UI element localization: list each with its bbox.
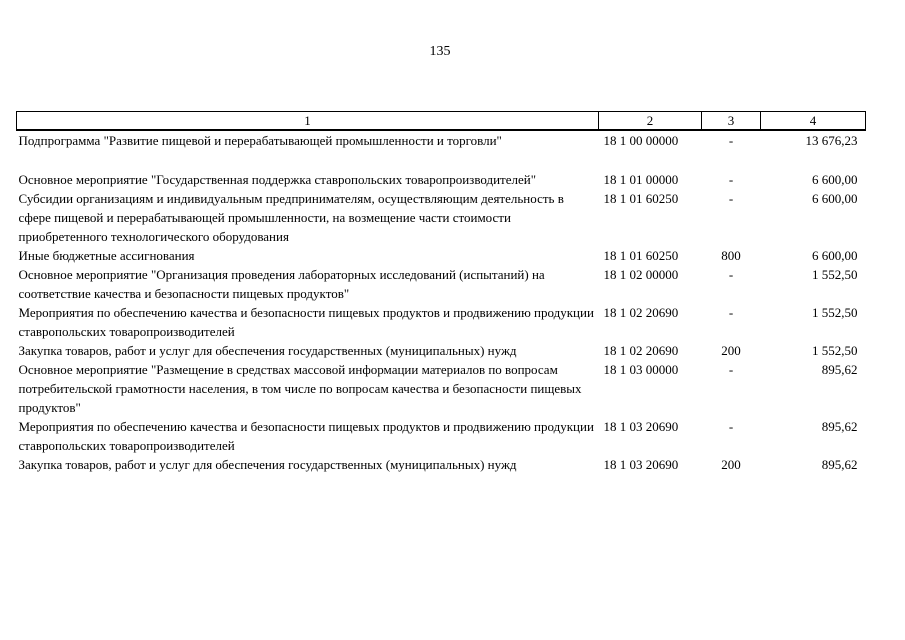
row-amount: 1 552,50	[812, 343, 858, 358]
page-number: 135	[429, 44, 451, 59]
table-row	[17, 170, 866, 189]
row-type: -	[728, 191, 734, 206]
row-type: 800	[721, 248, 741, 263]
row-type: 200	[721, 343, 741, 358]
row-code: 18 1 01 60250	[603, 191, 679, 206]
table-row	[17, 417, 866, 455]
row-amount: 13 676,23	[805, 133, 858, 148]
row-code: 18 1 01 00000	[603, 172, 679, 187]
row-code: 18 1 03 20690	[603, 419, 679, 434]
table-header	[17, 112, 866, 131]
row-type: -	[728, 419, 734, 434]
row-name: Закупка товаров, работ и услуг для обеспечения государственных (муниципальных) нужд	[18, 457, 517, 472]
row-name: Основное мероприятие "Размещение в средствах массовой информации материалов по вопросам потребительской грамотности населения, в том числе по вопросам качества и безопасности пищевых продуктов"	[18, 362, 582, 415]
row-name: Основное мероприятие "Организация проведения лабораторных исследований (испытаний) на соответствие качества и безопасности пищевых продуктов"	[18, 267, 545, 301]
row-code: 18 1 01 60250	[603, 248, 679, 263]
row-code: 18 1 00 00000	[603, 133, 679, 148]
table-row	[17, 265, 866, 303]
row-code: 18 1 02 00000	[603, 267, 679, 282]
budget-table	[16, 111, 866, 474]
row-code: 18 1 03 00000	[603, 362, 679, 377]
table-row	[17, 189, 866, 246]
row-type: -	[728, 172, 734, 187]
row-type: -	[728, 267, 734, 282]
row-type: -	[728, 305, 734, 320]
table-row	[17, 360, 866, 417]
row-type: 200	[721, 457, 741, 472]
row-amount: 895,62	[821, 419, 858, 434]
row-amount: 895,62	[821, 457, 858, 472]
row-code: 18 1 03 20690	[603, 457, 679, 472]
row-amount: 6 600,00	[812, 191, 858, 206]
row-name: Закупка товаров, работ и услуг для обеспечения государственных (муниципальных) нужд	[18, 343, 517, 358]
table-row	[17, 341, 866, 360]
row-amount: 6 600,00	[812, 248, 858, 263]
column-header-1: 1	[17, 112, 599, 131]
column-header-4: 4	[761, 112, 866, 131]
row-amount: 1 552,50	[812, 305, 858, 320]
row-name: Подпрограмма "Развитие пищевой и перерабатывающей промышленности и торговли"	[18, 133, 502, 148]
row-name: Мероприятия по обеспечению качества и безопасности пищевых продуктов и продвижению продукции ставропольских товаропроизводителей	[18, 419, 594, 453]
row-amount: 895,62	[821, 362, 858, 377]
column-header-3: 3	[702, 112, 761, 131]
column-header-2: 2	[599, 112, 702, 131]
table-row	[17, 455, 866, 474]
row-name: Мероприятия по обеспечению качества и безопасности пищевых продуктов и продвижению продукции ставропольских товаропроизводителей	[18, 305, 594, 339]
row-amount: 1 552,50	[812, 267, 858, 282]
row-name: Иные бюджетные ассигнования	[18, 248, 195, 263]
row-code: 18 1 02 20690	[603, 343, 679, 358]
row-type: -	[728, 133, 734, 148]
row-amount: 6 600,00	[812, 172, 858, 187]
row-name: Субсидии организациям и индивидуальным предпринимателям, осуществляющим деятельность в сфере пищевой и перерабатывающей промышленности, на возмещение части стоимости приобретенного технологического оборудования	[18, 191, 564, 244]
table-row	[17, 130, 866, 170]
row-name: Основное мероприятие "Государственная поддержка ставропольских товаропроизводителей"	[18, 172, 537, 187]
row-type: -	[728, 362, 734, 377]
table-row	[17, 303, 866, 341]
row-code: 18 1 02 20690	[603, 305, 679, 320]
table-row	[17, 246, 866, 265]
